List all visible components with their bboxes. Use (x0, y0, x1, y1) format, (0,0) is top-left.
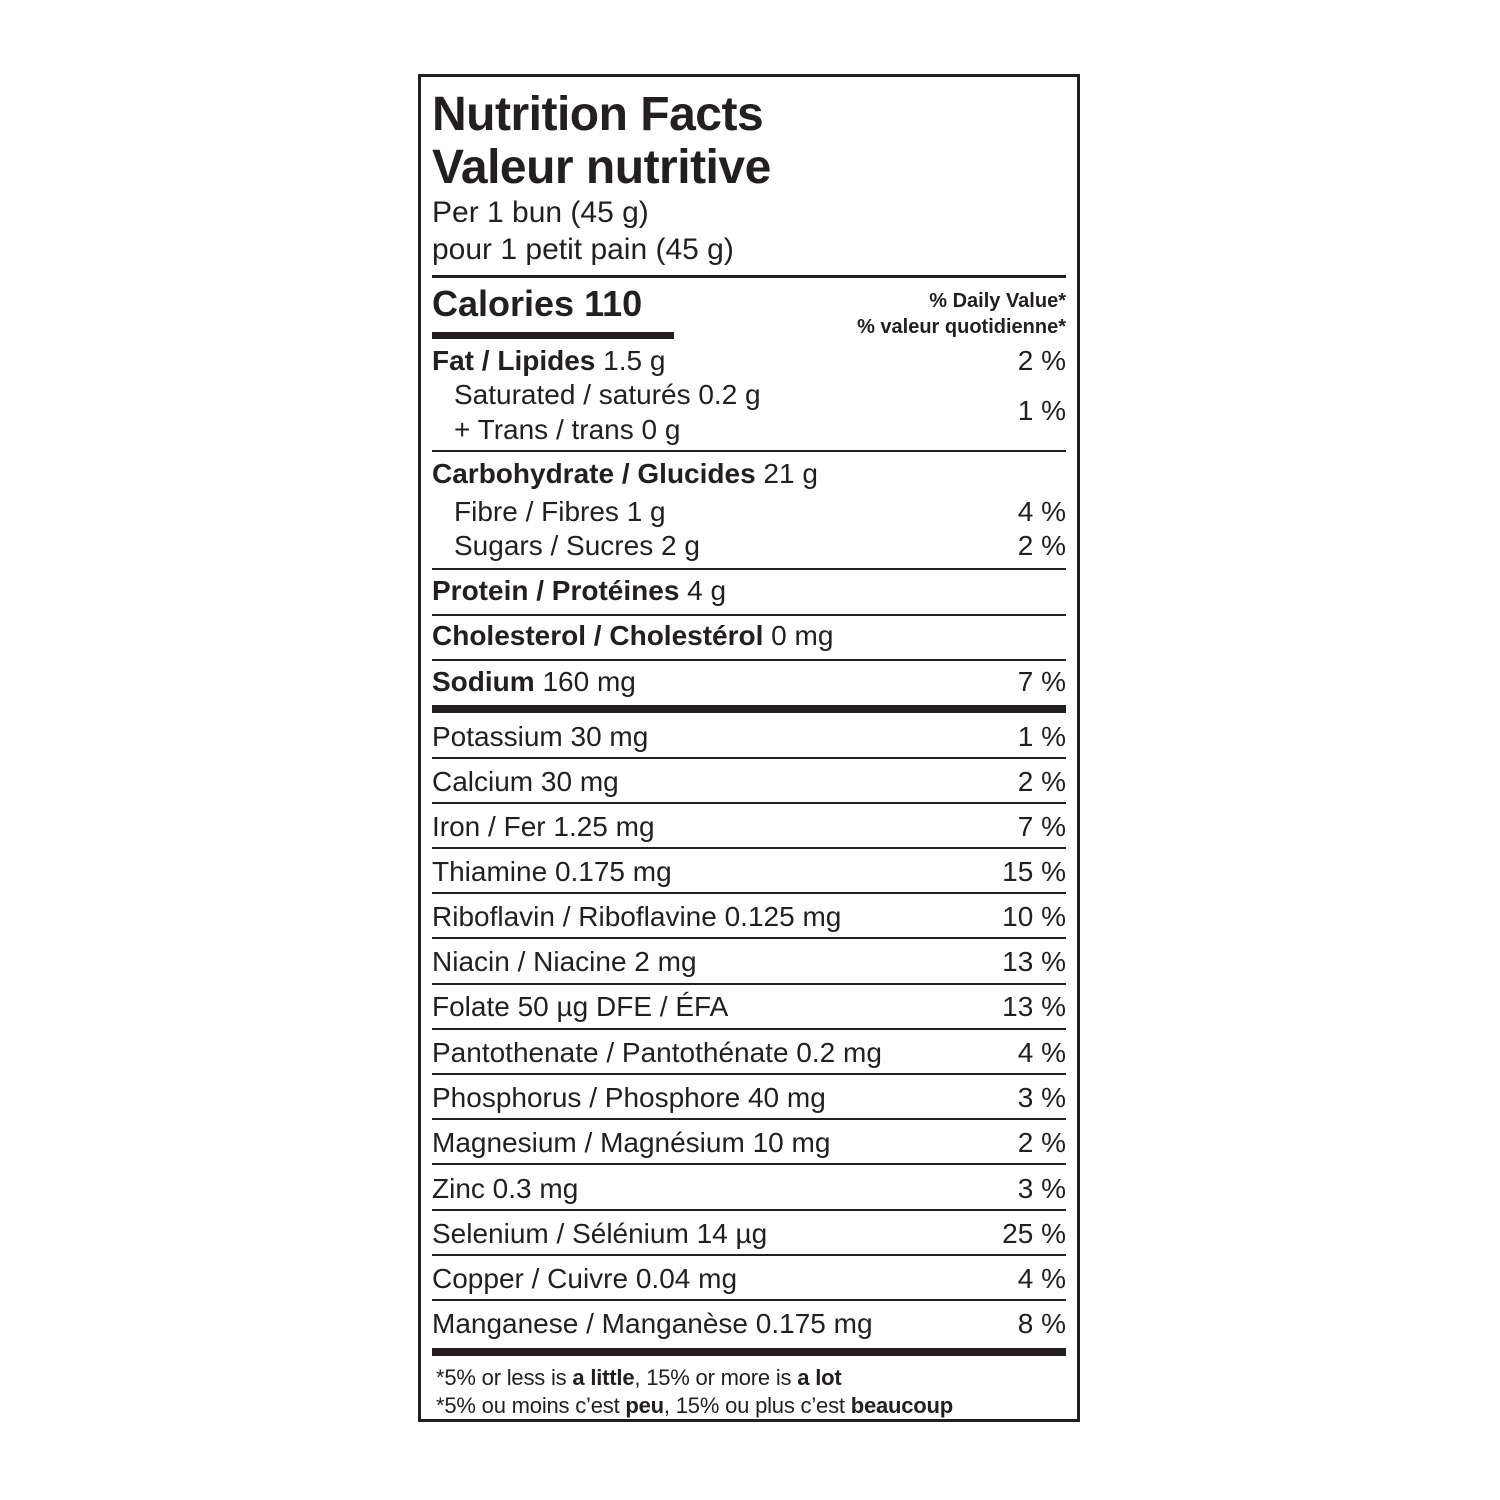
mineral-daily-value: 8 % (1017, 1308, 1066, 1339)
sodium-amount: 160 mg (534, 666, 636, 697)
saturated-trans-daily-value: 1 % (1017, 395, 1066, 426)
fibre-daily-value: 4 % (1017, 496, 1066, 527)
carbohydrate-amount: 21 g (755, 458, 818, 489)
divider (432, 757, 1066, 759)
footnote-emphasis: beaucoup (850, 1393, 954, 1418)
mineral-label: Zinc 0.3 mg (432, 1173, 579, 1204)
sodium-daily-value: 7 % (1017, 666, 1066, 697)
protein-label: Protein / Protéines (432, 575, 680, 606)
divider (432, 847, 1066, 849)
mineral-label: Manganese / Manganèse 0.175 mg (432, 1308, 873, 1339)
divider (432, 1028, 1066, 1030)
divider-carbohydrate (432, 568, 1066, 570)
mineral-label: Phosphorus / Phosphore 40 mg (432, 1082, 826, 1113)
footnote-emphasis: peu (625, 1393, 664, 1418)
footnote-text: *5% or less is (436, 1365, 573, 1390)
sugars-label: Sugars / Sucres 2 g (454, 530, 700, 561)
mineral-label: Calcium 30 mg (432, 766, 619, 797)
mineral-label: Copper / Cuivre 0.04 mg (432, 1263, 738, 1294)
calories-heading: Calories 110 (432, 283, 643, 324)
divider-cholesterol (432, 659, 1066, 661)
mineral-label: Thiamine 0.175 mg (432, 856, 672, 887)
serving-size-french: pour 1 petit pain (45 g) (432, 233, 734, 266)
divider (432, 1254, 1066, 1256)
mineral-daily-value: 15 % (1002, 856, 1066, 887)
mineral-daily-value: 3 % (1017, 1082, 1066, 1113)
daily-value-heading-english: % Daily Value* (929, 290, 1066, 312)
divider-protein (432, 614, 1066, 616)
cholesterol-label: Cholesterol / Cholestérol (432, 620, 764, 651)
serving-size-english: Per 1 bun (45 g) (432, 196, 649, 229)
footnote-french (436, 1393, 953, 1419)
sugars-daily-value: 2 % (1017, 530, 1066, 561)
fat-label: Fat / Lipides (432, 345, 596, 376)
mineral-daily-value: 7 % (1017, 811, 1066, 842)
mineral-label: Iron / Fer 1.25 mg (432, 811, 655, 842)
mineral-daily-value: 4 % (1017, 1263, 1066, 1294)
thick-divider-sodium (432, 705, 1066, 713)
footnote-text: , 15% or more is (634, 1365, 798, 1390)
fibre-label: Fibre / Fibres 1 g (454, 496, 666, 527)
mineral-daily-value: 3 % (1017, 1173, 1066, 1204)
mineral-label: Niacin / Niacine 2 mg (432, 946, 697, 977)
footnote-emphasis: a lot (797, 1365, 842, 1390)
cholesterol-amount: 0 mg (763, 620, 834, 651)
footnote-text: , 15% ou plus c’est (663, 1393, 851, 1418)
title-english: Nutrition Facts (432, 88, 764, 141)
mineral-daily-value: 13 % (1002, 991, 1066, 1022)
fat-daily-value: 2 % (1017, 345, 1066, 376)
mineral-label: Pantothenate / Pantothénate 0.2 mg (432, 1037, 882, 1068)
footnote-text: *5% ou moins c’est (436, 1393, 626, 1418)
divider (432, 1118, 1066, 1120)
mineral-daily-value: 4 % (1017, 1037, 1066, 1068)
title-french: Valeur nutritive (432, 141, 771, 194)
mineral-label: Potassium 30 mg (432, 721, 649, 752)
divider (432, 983, 1066, 985)
nutrition-facts-panel (418, 74, 1080, 1422)
divider (432, 1073, 1066, 1075)
carbohydrate-label: Carbohydrate / Glucides (432, 458, 756, 489)
divider (432, 1209, 1066, 1211)
divider-fat (432, 450, 1066, 452)
trans-label: + Trans / trans 0 g (454, 414, 681, 445)
mineral-daily-value: 13 % (1002, 946, 1066, 977)
saturated-label: Saturated / saturés 0.2 g (454, 379, 761, 410)
mineral-daily-value: 1 % (1017, 721, 1066, 752)
sodium-label: Sodium (432, 666, 535, 697)
divider (432, 1163, 1066, 1165)
divider (432, 937, 1066, 939)
calories-underline (432, 332, 674, 339)
mineral-label: Magnesium / Magnésium 10 mg (432, 1127, 831, 1158)
fat-amount: 1.5 g (595, 345, 666, 376)
footnote-emphasis: a little (572, 1365, 635, 1390)
mineral-daily-value: 2 % (1017, 766, 1066, 797)
divider (432, 1299, 1066, 1301)
divider (432, 802, 1066, 804)
daily-value-heading-french: % valeur quotidienne* (857, 316, 1066, 338)
mineral-label: Selenium / Sélénium 14 µg (432, 1218, 768, 1249)
mineral-label: Folate 50 µg DFE / ÉFA (432, 991, 729, 1022)
mineral-daily-value: 10 % (1002, 901, 1066, 932)
mineral-daily-value: 2 % (1017, 1127, 1066, 1158)
mineral-label: Riboflavin / Riboflavine 0.125 mg (432, 901, 842, 932)
mineral-daily-value: 25 % (1002, 1218, 1066, 1249)
thick-divider-footnote (432, 1348, 1066, 1356)
divider (432, 892, 1066, 894)
serving-divider (432, 275, 1066, 278)
protein-amount: 4 g (679, 575, 727, 606)
footnote-english (436, 1365, 842, 1391)
